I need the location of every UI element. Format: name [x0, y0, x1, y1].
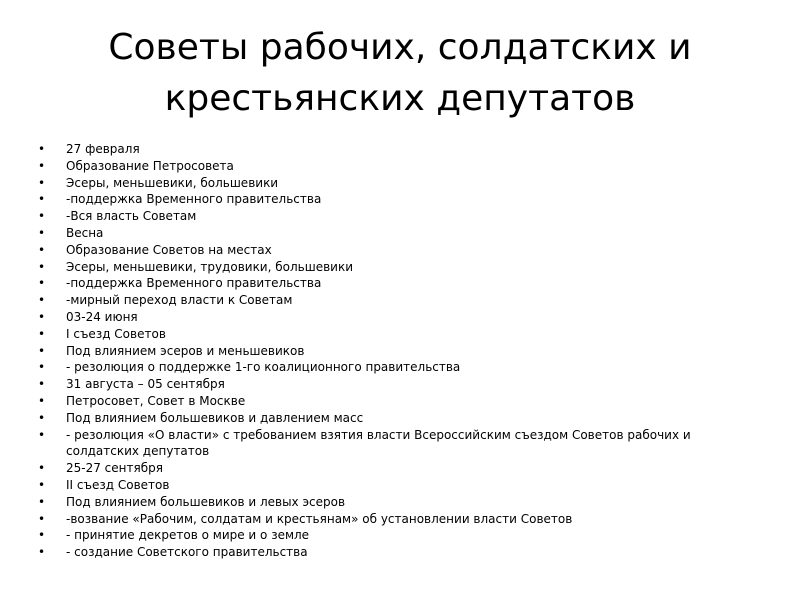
- bullet-icon: •: [38, 461, 46, 476]
- list-item: [38, 527, 738, 544]
- list-item: [38, 544, 738, 561]
- list-item: [38, 343, 738, 360]
- list-item: [38, 242, 738, 259]
- bullet-icon: •: [38, 528, 46, 543]
- bullet-icon: •: [38, 477, 46, 492]
- list-item: [38, 494, 738, 511]
- list-item-text: -возвание «Рабочим, солдатам и крестьянам» об установлении власти Советов: [66, 511, 573, 526]
- bullet-list: [38, 141, 738, 561]
- bullet-icon: •: [38, 225, 46, 240]
- list-item: [38, 427, 738, 461]
- list-item-text: Под влиянием эсеров и меньшевиков: [66, 343, 305, 358]
- list-item-text: -Вся власть Советам: [66, 209, 197, 224]
- list-item: [38, 292, 738, 309]
- list-item: [38, 410, 738, 427]
- bullet-icon: •: [38, 343, 46, 358]
- list-item: [38, 460, 738, 477]
- list-item-text: Петросовет, Совет в Москве: [66, 393, 246, 408]
- list-item: [38, 309, 738, 326]
- bullet-icon: •: [38, 511, 46, 526]
- bullet-icon: •: [38, 175, 46, 190]
- list-item-text: 27 февраля: [66, 142, 140, 156]
- list-item: [38, 225, 738, 242]
- list-item: [38, 141, 738, 158]
- list-item: [38, 175, 738, 192]
- list-item-text: Под влиянием большевиков и давлением масс: [66, 410, 364, 425]
- list-item: [38, 158, 738, 175]
- list-item: [38, 376, 738, 393]
- bullet-icon: •: [38, 309, 46, 324]
- bullet-icon: •: [38, 410, 46, 425]
- list-item: [38, 275, 738, 292]
- bullet-icon: •: [38, 545, 46, 560]
- bullet-icon: •: [38, 209, 46, 224]
- list-item-text: Под влиянием большевиков и левых эсеров: [66, 494, 346, 509]
- list-item-text: -поддержка Временного правительства: [66, 192, 322, 207]
- bullet-icon: •: [38, 259, 46, 274]
- list-item: [38, 359, 738, 376]
- bullet-icon: •: [38, 158, 46, 173]
- list-item-text: Образование Советов на местах: [66, 242, 272, 257]
- list-item: [38, 259, 738, 276]
- bullet-icon: •: [38, 326, 46, 341]
- bullet-icon: •: [38, 377, 46, 392]
- bullet-icon: •: [38, 276, 46, 291]
- list-item-text: - принятие декретов о мире и о земле: [66, 528, 310, 543]
- list-item: [38, 477, 738, 494]
- list-item: [38, 208, 738, 225]
- bullet-icon: •: [38, 494, 46, 509]
- bullet-icon: •: [38, 393, 46, 408]
- list-item: [38, 393, 738, 410]
- list-item-text: Эсеры, меньшевики, большевики: [66, 175, 279, 190]
- bullet-icon: •: [38, 293, 46, 308]
- list-item-text: 03-24 июня: [66, 309, 138, 324]
- list-item-text: -мирный переход власти к Советам: [66, 293, 293, 308]
- bullet-icon: •: [38, 142, 46, 156]
- bullet-icon: •: [38, 360, 46, 375]
- list-item-text: 25-27 сентября: [66, 461, 163, 476]
- slide-title-line-1: Советы рабочих, солдатских и: [108, 27, 692, 68]
- slide-title: [40, 22, 760, 124]
- list-item-text: - резолюция о поддержке 1-го коалиционного правительства: [66, 360, 461, 375]
- bullet-icon: •: [38, 192, 46, 207]
- list-item-text: 31 августа – 05 сентября: [66, 377, 225, 392]
- list-item: [38, 191, 738, 208]
- list-item-text: II съезд Советов: [66, 477, 170, 492]
- list-item-text: Образование Петросовета: [66, 158, 234, 173]
- slide-title-line-2: крестьянских депутатов: [164, 78, 636, 119]
- list-item-text: - создание Советского правительства: [66, 545, 308, 560]
- list-item-text: - резолюция «О власти» с требованием взятия власти Всероссийским съездом Советов рабочих и солдатских депутатов: [66, 427, 691, 459]
- list-item: [38, 326, 738, 343]
- list-item-text: I съезд Советов: [66, 326, 166, 341]
- bullet-icon: •: [38, 242, 46, 257]
- bullet-icon: •: [38, 427, 46, 442]
- list-item-text: Эсеры, меньшевики, трудовики, большевики: [66, 259, 354, 274]
- list-item-text: -поддержка Временного правительства: [66, 276, 322, 291]
- list-item: [38, 511, 738, 528]
- list-item-text: Весна: [66, 225, 104, 240]
